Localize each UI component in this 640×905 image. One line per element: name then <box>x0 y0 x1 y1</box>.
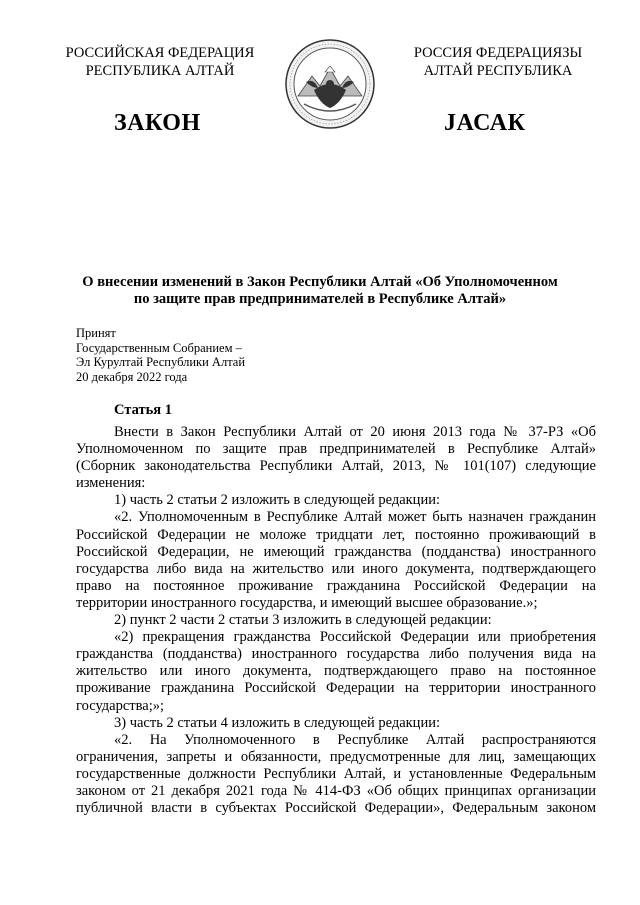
header-left-line-2: РЕСПУБЛИКА АЛТАЙ <box>85 63 235 79</box>
header-right <box>378 44 618 80</box>
paragraph-intro: Внести в Закон Республики Алтай от 20 июня 2013 года № 37-РЗ «Об Уполномоченном по защите прав предпринимателей в Республике Алтай» (Сборник законодательства Республики Алтай, 2013, № 101(107) следующие изменения: <box>76 424 596 492</box>
article-body <box>76 424 596 817</box>
header-left <box>40 44 280 80</box>
law-title-line-2: по защите прав предпринимателей в Республике Алтай» <box>133 291 507 307</box>
adoption-date: 20 декабря 2022 года <box>76 369 188 384</box>
law-heading-russian: ЗАКОН <box>114 110 201 136</box>
adoption-line-3: Эл Курултай Республики Алтай <box>76 355 246 369</box>
header-right-line-1: РОССИЯ ФЕДЕРАЦИЯЗЫ <box>413 45 583 61</box>
adoption-line-1: Принят <box>76 326 116 340</box>
law-title <box>40 274 600 308</box>
emblem-seal-icon <box>284 38 376 130</box>
paragraph-item-1: 1) часть 2 статьи 2 изложить в следующей редакции: <box>114 492 440 509</box>
law-heading-altai: ЈАСАК <box>444 110 526 136</box>
paragraph-item-3-text: «2. На Уполномоченного в Республике Алтай распространяются ограничения, запреты и обязанности, предусмотренные для лиц, замещающих государственные должности Республики Алтай, и установленные Федеральным законом от 21 декабря 2021 года № 414-ФЗ «Об общих принципах организации публичной власти в субъектах Российской Федерации», Федеральным законом <box>76 731 596 817</box>
header-right-line-2: АЛТАЙ РЕСПУБЛИКА <box>423 63 573 79</box>
paragraph-item-2-text: «2) прекращения гражданства Российской Федерации или приобретения гражданства (подданства) иностранного государства либо получения вида на жительство или иного документа, подтверждающего право на постоянное проживание гражданина Российской Федерации на территории иностранного государства;»; <box>76 629 596 714</box>
law-title-line-1: О внесении изменений в Закон Республики Алтай «Об Уполномоченном <box>82 274 558 290</box>
adoption-block <box>76 326 245 384</box>
header-left-line-1: РОССИЙСКАЯ ФЕДЕРАЦИЯ <box>65 45 255 61</box>
paragraph-item-3: 3) часть 2 статьи 4 изложить в следующей редакции: <box>114 714 440 731</box>
paragraph-item-2: 2) пункт 2 части 2 статьи 3 изложить в следующей редакции: <box>114 612 492 629</box>
article-heading: Статья 1 <box>114 402 172 418</box>
paragraph-item-1-text: «2. Уполномоченным в Республике Алтай может быть назначен гражданин Российской Федерации не моложе тридцати лет, постоянно проживающий в Российской Федерации, не имеющий гражданства (подданства) иностранного государства либо вида на жительство или иного документа, подтверждающего право на постоянное проживание гражданина Российской Федерации на территории иностранного государства, и имеющий высшее образование.»; <box>76 509 596 611</box>
adoption-line-2: Государственным Собранием – <box>76 340 242 355</box>
